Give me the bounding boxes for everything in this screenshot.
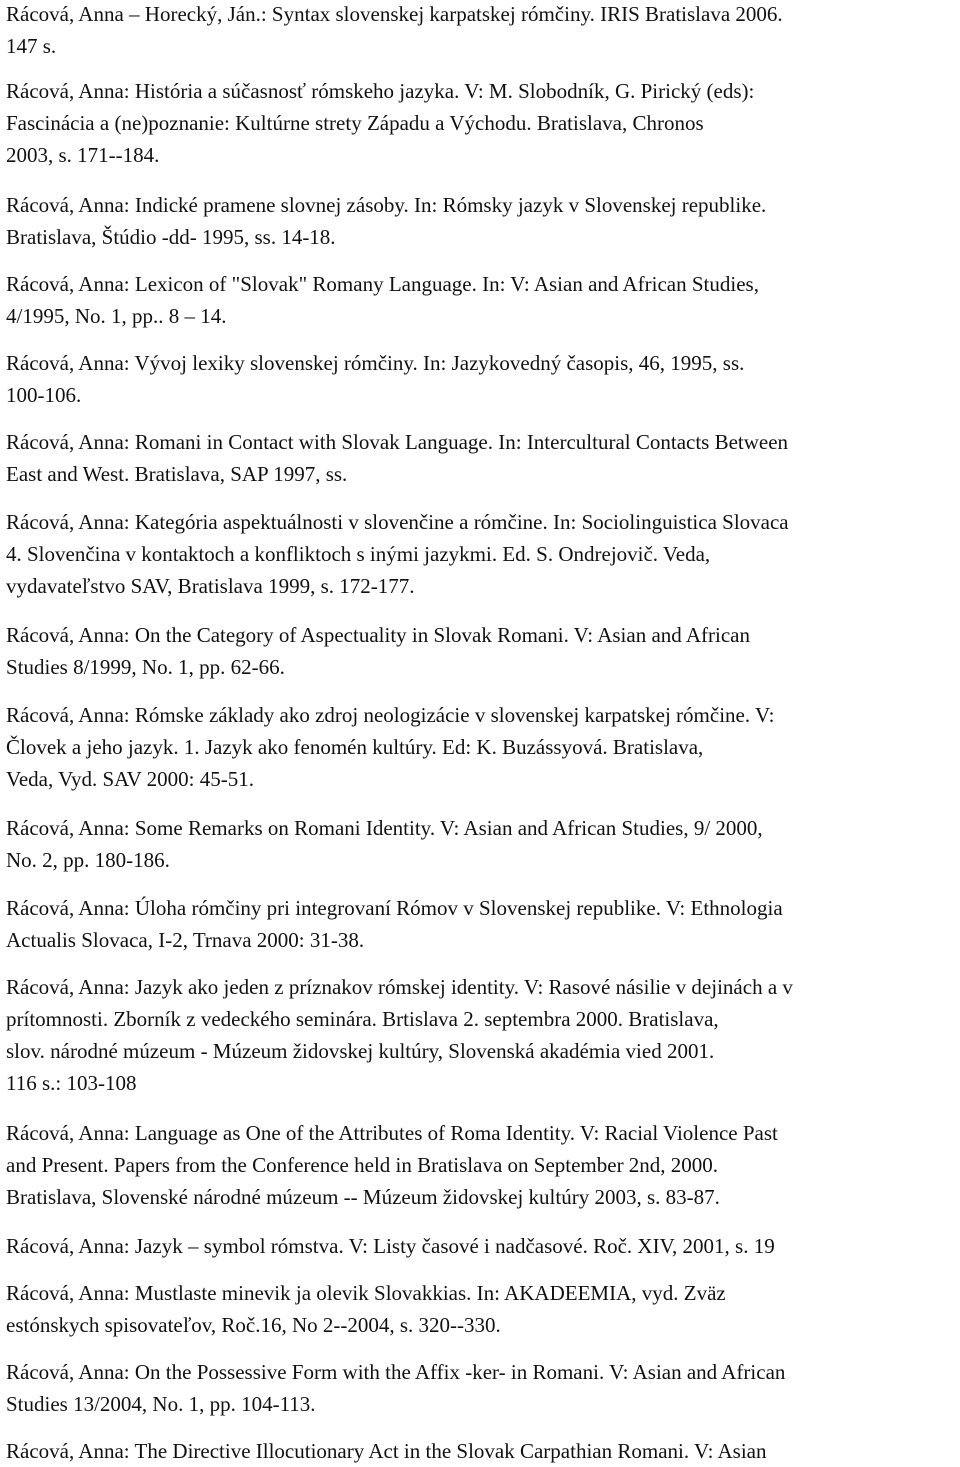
bibliography-entry: [6, 506, 956, 602]
entry-line: Rácová, Anna: Vývoj lexiky slovenskej rómčiny. In: Jazykovedný časopis, 46, 1995, ss.: [6, 351, 745, 375]
entry-line: vydavateľstvo SAV, Bratislava 1999, s. 172-177.: [6, 574, 415, 598]
entry-line: 4/1995, No. 1, pp.. 8 – 14.: [6, 304, 227, 328]
bibliography-entry: [6, 619, 956, 683]
entry-line: Rácová, Anna: Rómske základy ako zdroj neologizácie v slovenskej karpatskej rómčine. V:: [6, 703, 775, 727]
entry-line: Rácová, Anna: Kategória aspektuálnosti v slovenčine a rómčine. In: Sociolinguistica Slovaca: [6, 510, 789, 534]
bibliography-entry: [6, 1230, 956, 1262]
bibliography-entry: [6, 75, 956, 171]
entry-line: Bratislava, Slovenské národné múzeum -- Múzeum židovskej kultúry 2003, s. 83-87.: [6, 1185, 720, 1209]
entry-line: Rácová, Anna: Mustlaste minevik ja olevik Slovakkias. In: AKADEEMIA, vyd. Zväz: [6, 1281, 726, 1305]
entry-line: Rácová, Anna: Romani in Contact with Slovak Language. In: Intercultural Contacts Between: [6, 430, 789, 454]
entry-line: 2003, s. 171--184.: [6, 143, 160, 167]
bibliography-entry: [6, 812, 956, 876]
entry-line: 100-106.: [6, 383, 82, 407]
entry-line: Rácová, Anna: Indické pramene slovnej zásoby. In: Rómsky jazyk v Slovenskej republike.: [6, 193, 767, 217]
entry-line: 4. Slovenčina v kontaktoch a konfliktoch s inými jazykmi. Ed. S. Ondrejovič. Veda,: [6, 542, 711, 566]
bibliography-entry: [6, 189, 956, 253]
bibliography-entry: [6, 892, 956, 956]
entry-line: prítomnosti. Zborník z vedeckého seminára. Brtislava 2. septembra 2000. Bratislava,: [6, 1007, 719, 1031]
entry-line: Rácová, Anna: Jazyk ako jeden z príznakov rómskej identity. V: Rasové násilie v dejinách a v: [6, 975, 793, 999]
entry-line: Studies 8/1999, No. 1, pp. 62-66.: [6, 655, 285, 679]
bibliography-entry: [6, 426, 956, 490]
entry-line: Rácová, Anna: História a súčasnosť rómskeho jazyka. V: M. Slobodník, G. Pirický (eds):: [6, 79, 755, 103]
entry-line: Rácová, Anna: Lexicon of "Slovak" Romany Language. In: V: Asian and African Studies,: [6, 272, 759, 296]
bibliography-entry: [6, 1277, 956, 1341]
entry-line: East and West. Bratislava, SAP 1997, ss.: [6, 462, 348, 486]
entry-line: and Present. Papers from the Conference held in Bratislava on September 2nd, 2000.: [6, 1153, 719, 1177]
entry-line: Človek a jeho jazyk. 1. Jazyk ako fenomén kultúry. Ed: K. Buzássyová. Bratislava,: [6, 735, 704, 759]
entry-line: Rácová, Anna: Úloha rómčiny pri integrovaní Rómov v Slovenskej republike. V: Ethnologia: [6, 896, 783, 920]
entry-line: 147 s.: [6, 34, 57, 58]
entry-line: estónskych spisovateľov, Roč.16, No 2--2004, s. 320--330.: [6, 1313, 501, 1337]
entry-line: No. 2, pp. 180-186.: [6, 848, 170, 872]
entry-line: Rácová, Anna: Some Remarks on Romani Identity. V: Asian and African Studies, 9/ 2000,: [6, 816, 763, 840]
entry-line: Studies 13/2004, No. 1, pp. 104-113.: [6, 1392, 316, 1416]
entry-line: slov. národné múzeum - Múzeum židovskej kultúry, Slovenská akadémia vied 2001.: [6, 1039, 715, 1063]
entry-line: Bratislava, Štúdio -dd- 1995, ss. 14-18.: [6, 225, 336, 249]
bibliography-entry: [6, 1356, 956, 1420]
entry-line: Rácová, Anna: On the Category of Aspectuality in Slovak Romani. V: Asian and African: [6, 623, 751, 647]
entry-line: Actualis Slovaca, I-2, Trnava 2000: 31-38.: [6, 928, 365, 952]
entry-line: Rácová, Anna: The Directive Illocutionary Act in the Slovak Carpathian Romani. V: Asian: [6, 1439, 767, 1463]
entry-line: Rácová, Anna: Jazyk – symbol rómstva. V: Listy časové i nadčasové. Roč. XIV, 2001, s. 19: [6, 1234, 775, 1258]
bibliography-entry: [6, 699, 956, 795]
bibliography-entry: [6, 1435, 956, 1467]
entry-line: Veda, Vyd. SAV 2000: 45-51.: [6, 767, 254, 791]
entry-line: Rácová, Anna: On the Possessive Form with the Affix -ker- in Romani. V: Asian and African: [6, 1360, 786, 1384]
entry-line: Fascinácia a (ne)poznanie: Kultúrne strety Západu a Východu. Bratislava, Chronos: [6, 111, 704, 135]
bibliography-entry: [6, 971, 956, 1099]
entry-line: 116 s.: 103-108: [6, 1071, 137, 1095]
bibliography-entry: [6, 1117, 956, 1213]
bibliography-entry: [6, 268, 956, 332]
entry-line: Rácová, Anna: Language as One of the Attributes of Roma Identity. V: Racial Violence Past: [6, 1121, 778, 1145]
bibliography-entry: [6, 0, 956, 62]
entry-line: Rácová, Anna – Horecký, Ján.: Syntax slovenskej karpatskej rómčiny. IRIS Bratislava 2006.: [6, 2, 783, 26]
bibliography-entry: [6, 347, 956, 411]
